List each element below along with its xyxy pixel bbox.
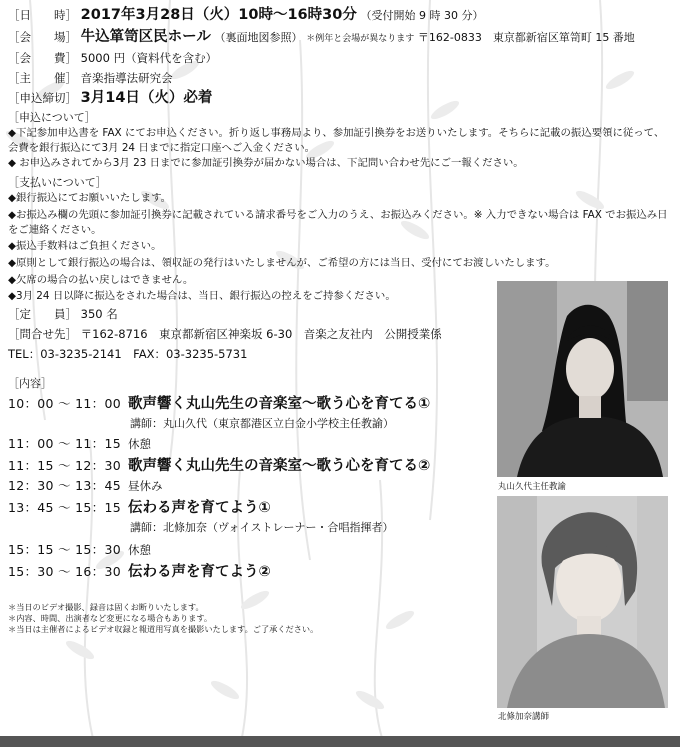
contact-value: 〒162-8716 東京都新宿区神楽坂 6-30 音楽之友社内 公開授業係 <box>80 327 442 341</box>
schedule-row <box>8 476 163 494</box>
apply-bullet: ◆ お申込みされてから3月 23 日までに参加証引換券が届かない場合は、下記問い合わせ先にご一報ください。 <box>8 157 524 169</box>
capacity-label: ［定 員］ <box>8 307 77 321</box>
deadline-value: 3月14日（火）必着 <box>80 90 213 106</box>
payment-bullet: ◆原則として銀行振込の場合は、領収証の発行はいたしませんが、ご希望の方には当日、受付にてお渡しいたします。 <box>8 257 556 269</box>
schedule-row <box>8 454 430 475</box>
note: ＊内容、時間、出演者など変更になる場合もあります。 <box>8 613 213 623</box>
payment-bullet: ◆振込手数料はご負担ください。 <box>8 240 162 252</box>
schedule-title: 昼休み <box>128 479 163 493</box>
payment-bullet: ◆銀行振込にてお願いいたします。 <box>8 192 172 204</box>
schedule-time: 13：45 〜 15：15 <box>8 500 121 515</box>
fee-row <box>8 50 217 66</box>
contact-row <box>8 326 442 342</box>
schedule-time: 15：15 〜 15：30 <box>8 542 121 557</box>
note: ＊当日のビデオ撮影、録音は固くお断りいたします。 <box>8 602 204 612</box>
portrait-image <box>497 281 668 477</box>
schedule-time: 12：30 〜 13：45 <box>8 478 121 493</box>
lecturer-photo-maruyama <box>497 281 668 477</box>
schedule-row <box>8 496 271 517</box>
schedule-title: 休憩 <box>128 543 151 557</box>
photo-caption-1: 丸山久代主任教諭 <box>498 482 567 492</box>
host-row <box>8 70 173 86</box>
capacity-value: 350 名 <box>80 307 118 321</box>
schedule-title: 歌声響く丸山先生の音楽室〜歌う心を育てる① <box>128 396 431 412</box>
schedule-row <box>8 434 151 452</box>
schedule-time: 10：00 〜 11：00 <box>8 396 121 411</box>
apply-heading: ［申込について］ <box>8 111 96 124</box>
schedule-title: 伝わる声を育てよう① <box>128 500 271 516</box>
schedule-row <box>8 560 271 581</box>
deadline-label: ［申込締切］ <box>8 91 77 105</box>
schedule-time: 11：15 〜 12：30 <box>8 458 121 473</box>
portrait-image <box>497 496 668 708</box>
fee-label: ［会 費］ <box>8 51 77 65</box>
venue-note: （裏面地図参照） <box>214 31 303 44</box>
fee-value: 5000 円（資料代を含む） <box>80 51 218 65</box>
schedule-title: 歌声響く丸山先生の音楽室〜歌う心を育てる② <box>128 458 431 474</box>
venue-row <box>8 29 635 47</box>
schedule-row <box>8 540 151 558</box>
payment-bullet: ◆お振込み欄の先頭に参加証引換券に記載されている請求番号をご入力のうえ、お振込みください。※ 入力できない場合は FAX でお振込み日をご連絡ください。 <box>8 209 668 236</box>
date-value: 2017年3月28日（火）10時〜16時30分 <box>80 7 357 23</box>
bottom-border <box>0 736 680 747</box>
lecturer-1: 講師：丸山久代（東京都港区立白金小学校主任教諭） <box>130 417 394 430</box>
date-row <box>8 7 483 24</box>
apply-bullet: ◆下記参加申込書を FAX にてお申込ください。折り返し事務局より、参加証引換券をお送りいたします。そちらに記載の振込要領に従って、会費を銀行振込にて3月 24 日までに指定口座へご入金ください。 <box>8 127 665 154</box>
lecturer-2: 講師：北條加奈（ヴォイストレーナー・合唱指揮者） <box>130 521 394 534</box>
schedule-title: 休憩 <box>128 437 151 451</box>
venue-value: 牛込箪笥区民ホール <box>80 29 211 45</box>
host-value: 音楽指導法研究会 <box>80 71 173 85</box>
host-label: ［主 催］ <box>8 71 77 85</box>
payment-bullet: ◆欠席の場合の払い戻しはできません。 <box>8 274 194 286</box>
date-note: （受付開始 9 時 30 分） <box>360 9 484 22</box>
payment-heading: ［支払いについて］ <box>8 176 107 189</box>
note: ＊当日は主催者によるビデオ収録と報道用写真を撮影いたします。ご了承ください。 <box>8 624 319 634</box>
date-label: ［日 時］ <box>8 8 77 22</box>
venue-change-note: ＊例年と会場が異なります <box>306 34 415 44</box>
contact-label: ［問合せ先］ <box>8 327 77 341</box>
lecturer-photo-hojo <box>497 496 668 708</box>
schedule-time: 11：00 〜 11：15 <box>8 436 121 451</box>
photo-caption-2: 北條加奈講師 <box>498 712 550 722</box>
program-heading: ［内容］ <box>8 377 52 390</box>
schedule-row <box>8 392 430 413</box>
deadline-row <box>8 90 212 106</box>
schedule-time: 15：30 〜 16：30 <box>8 564 121 579</box>
venue-label: ［会 場］ <box>8 30 77 44</box>
schedule-title: 伝わる声を育てよう② <box>128 564 271 580</box>
capacity-row <box>8 306 118 322</box>
contact-tel <box>8 346 247 362</box>
tel-fax: TEL：03-3235-2141 FAX：03-3235-5731 <box>8 347 248 361</box>
venue-address: 〒162-0833 東京都新宿区箪笥町 15 番地 <box>417 31 635 44</box>
payment-bullet: ◆3月 24 日以降に振込をされた場合は、当日、銀行振込の控えをご持参ください。 <box>8 290 396 302</box>
